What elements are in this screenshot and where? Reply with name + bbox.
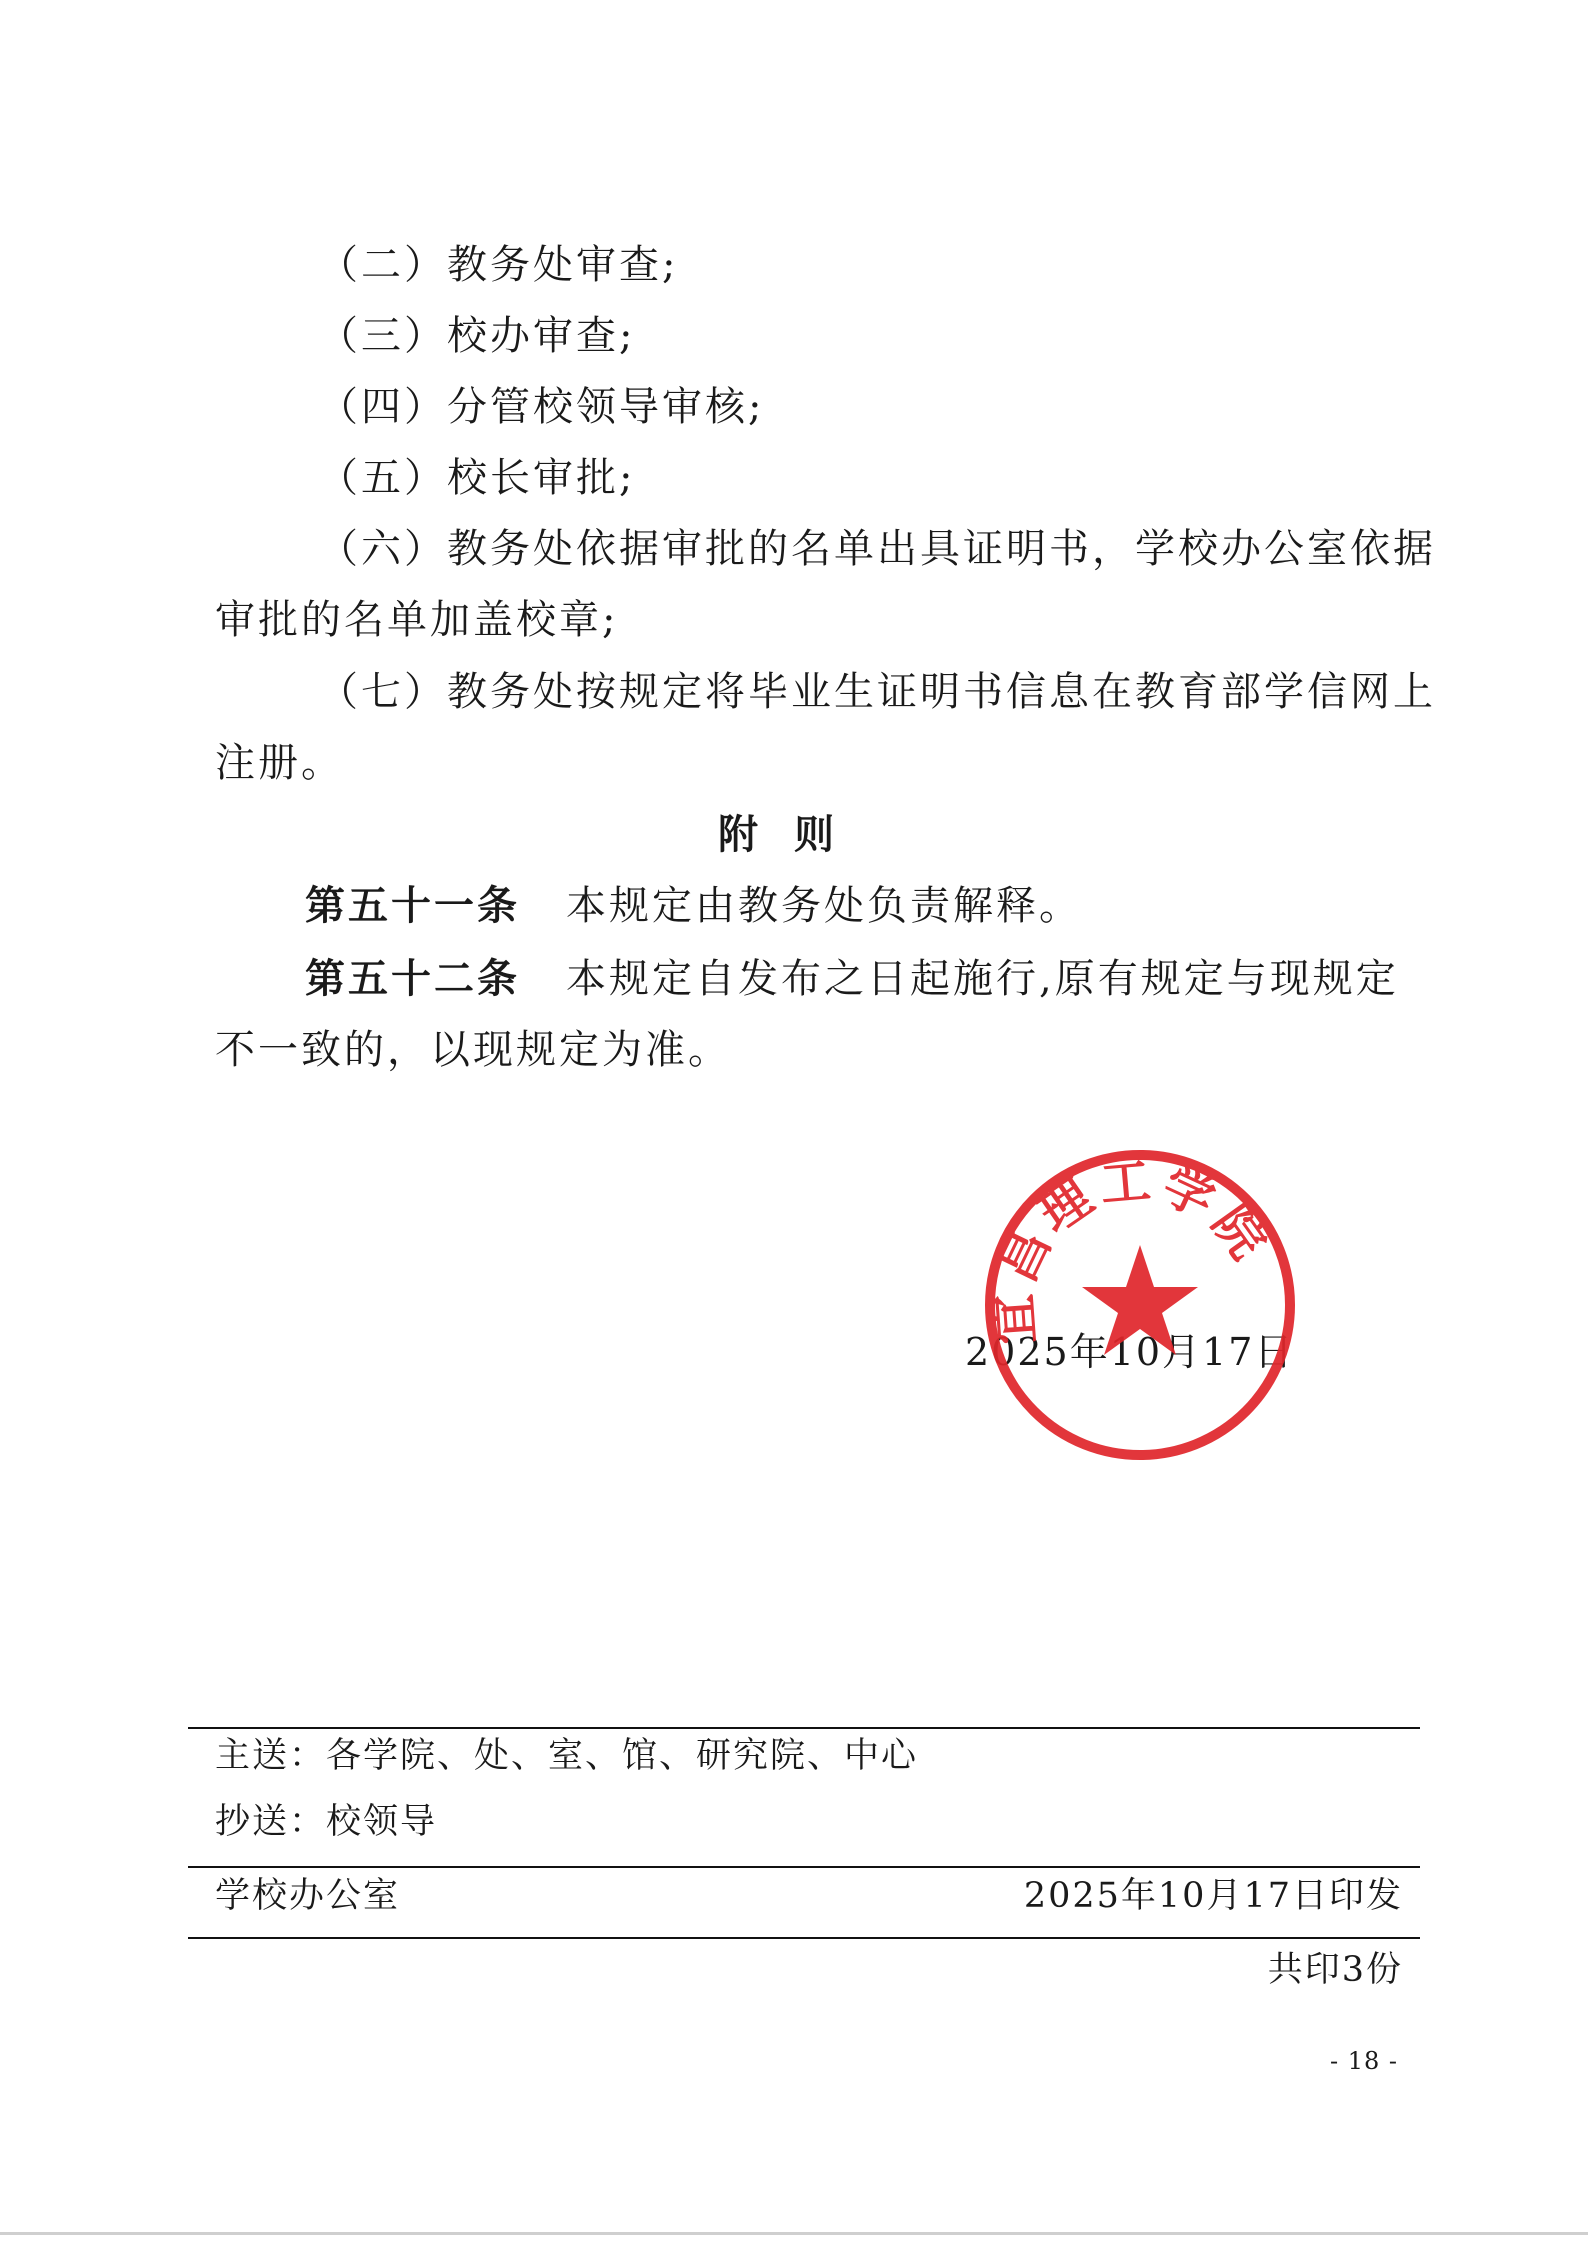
list-item-5: （五）校长审批;	[318, 455, 636, 501]
copies-count: 共印3份	[1267, 1950, 1403, 1990]
appendix-heading: 附则	[718, 812, 870, 858]
copy-send: 抄送：校领导	[215, 1802, 438, 1842]
list-item-6-line2: 审批的名单加盖校章;	[215, 597, 619, 643]
list-item-4: （四）分管校领导审核;	[318, 384, 765, 430]
issuer: 学校办公室	[215, 1876, 401, 1916]
article-52-label: 第五十二条	[305, 956, 520, 1002]
footer-top-rule	[188, 1727, 1420, 1729]
official-seal	[980, 1145, 1300, 1465]
article-52-text: 本规定自发布之日起施行,原有规定与现规定	[566, 956, 1399, 1002]
main-send: 主送：各学院、处、室、馆、研究院、中心	[215, 1736, 919, 1776]
list-item-7-line1: （七）教务处按规定将毕业生证明书信息在教育部学信网上	[318, 669, 1436, 715]
list-item-2: （二）教务处审查;	[318, 242, 679, 288]
list-item-6-line1: （六）教务处依据审批的名单出具证明书，学校办公室依据	[318, 526, 1436, 572]
footer-middle-rule	[188, 1866, 1420, 1868]
footer-bottom-rule	[188, 1937, 1420, 1939]
article-51	[305, 881, 1082, 931]
scan-edge-divider	[0, 2232, 1588, 2235]
article-51-text: 本规定由教务处负责解释。	[566, 883, 1082, 929]
article-52-line2: 不一致的，以现规定为准。	[215, 1027, 731, 1073]
print-date: 2025年10月17日印发	[1023, 1876, 1403, 1916]
seal-text: 宜昌理工学院	[983, 1151, 1281, 1347]
seal-star	[1082, 1245, 1198, 1355]
list-item-3: （三）校办审查;	[318, 313, 636, 359]
article-52-line1	[305, 954, 1399, 1004]
article-51-label: 第五十一条	[305, 883, 520, 929]
issue-date: 2025年10月17日	[965, 1330, 1295, 1374]
list-item-7-line2: 注册。	[215, 740, 344, 786]
page-number: - 18 -	[1329, 2047, 1398, 2075]
